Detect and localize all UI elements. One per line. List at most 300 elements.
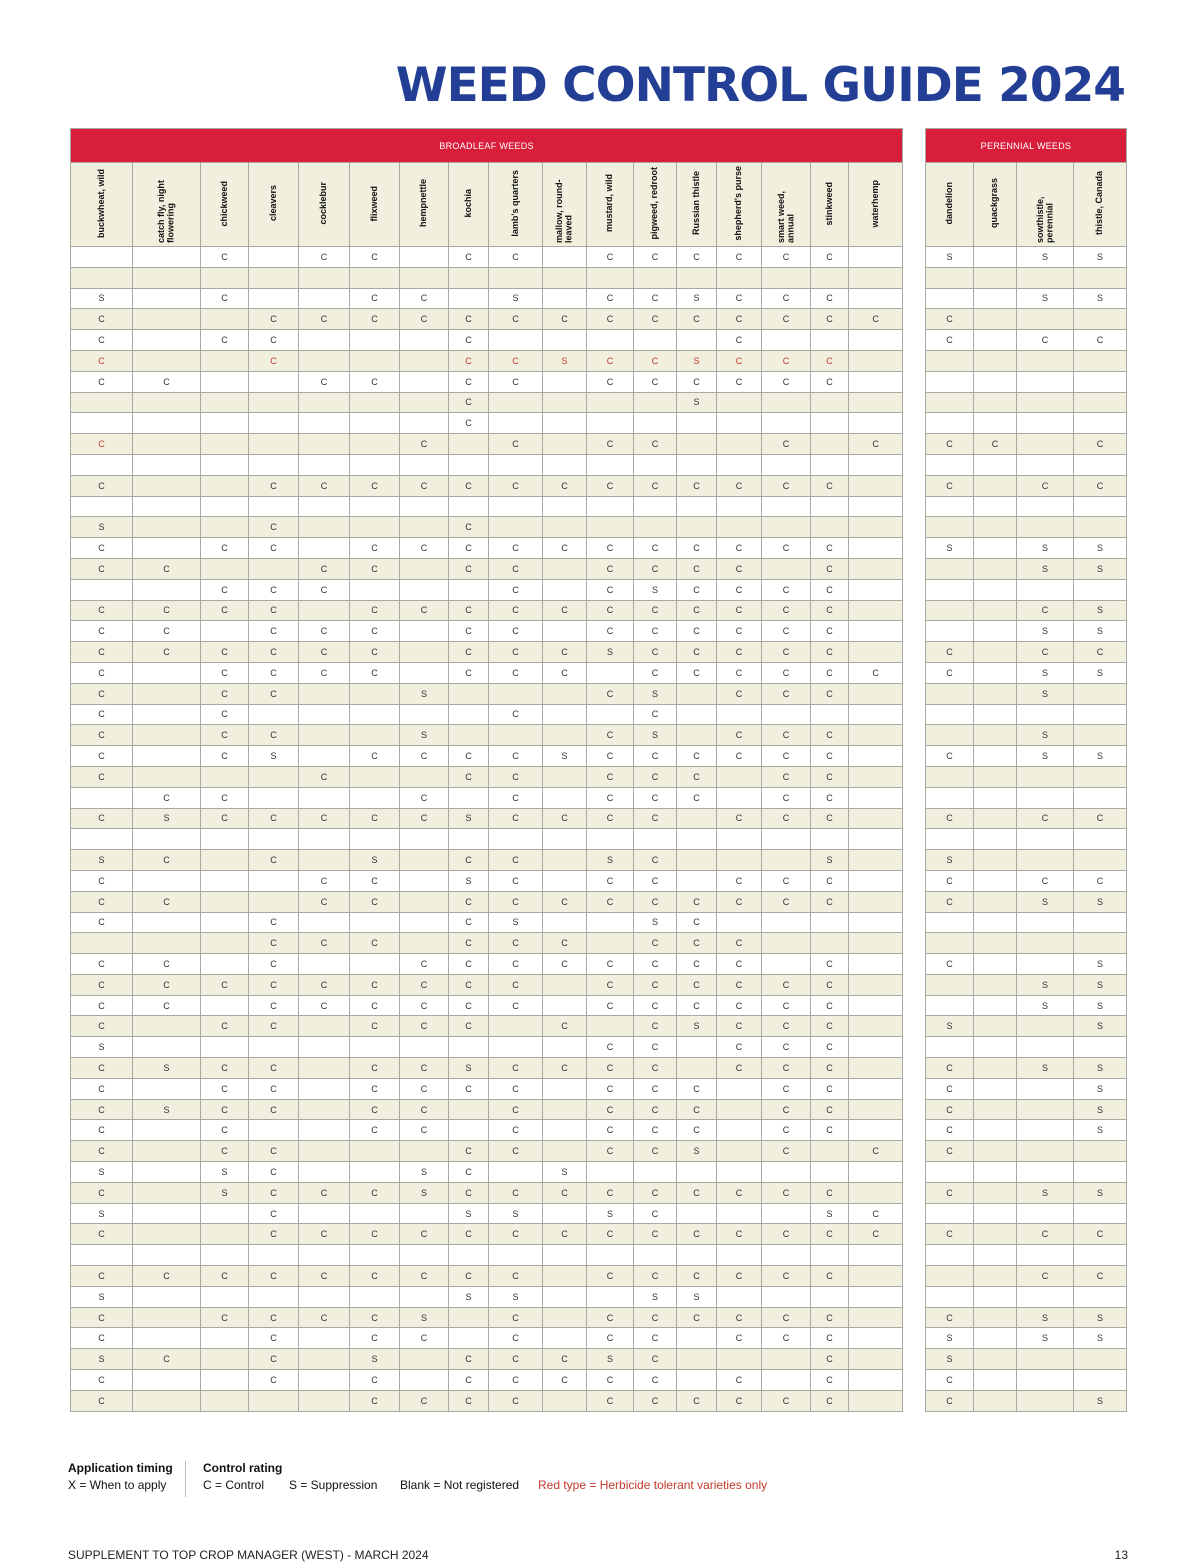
rating-cell: C	[811, 1224, 849, 1245]
rating-cell	[543, 1203, 587, 1224]
rating-cell: C	[449, 1370, 489, 1391]
rating-cell: C	[762, 870, 811, 891]
perennial-weeds-table	[925, 128, 1127, 1412]
table-row	[71, 912, 903, 933]
rating-cell: S	[1074, 1016, 1127, 1037]
rating-cell	[449, 288, 489, 309]
rating-cell: C	[350, 933, 400, 954]
broadleaf-column-headers	[71, 163, 903, 247]
table-row	[71, 350, 903, 371]
rating-cell: C	[811, 579, 849, 600]
rating-cell	[811, 704, 849, 725]
rating-cell	[201, 933, 249, 954]
table-row	[926, 787, 1127, 808]
rating-cell	[926, 288, 974, 309]
rating-cell: C	[677, 475, 717, 496]
rating-cell: S	[449, 808, 489, 829]
rating-cell: C	[717, 621, 762, 642]
rating-cell: C	[762, 247, 811, 268]
rating-cell: C	[489, 434, 543, 455]
rating-cell: S	[1017, 995, 1074, 1016]
rating-cell	[1017, 829, 1074, 850]
rating-cell	[449, 267, 489, 288]
rating-cell	[811, 1162, 849, 1183]
rating-cell: S	[1074, 1307, 1127, 1328]
table-row	[926, 1203, 1127, 1224]
rating-cell	[133, 1245, 201, 1266]
rating-cell	[849, 1120, 903, 1141]
rating-cell: C	[634, 1099, 677, 1120]
rating-cell: C	[201, 704, 249, 725]
rating-cell: C	[299, 933, 350, 954]
rating-cell: S	[634, 683, 677, 704]
column-header-mustard-wild	[587, 163, 634, 247]
rating-cell	[634, 1245, 677, 1266]
rating-cell: C	[717, 933, 762, 954]
rating-cell	[299, 434, 350, 455]
rating-cell: C	[811, 870, 849, 891]
table-row	[71, 247, 903, 268]
rating-cell: C	[201, 538, 249, 559]
rating-cell: C	[449, 247, 489, 268]
rating-cell	[811, 496, 849, 517]
rating-cell	[543, 558, 587, 579]
table-row	[926, 454, 1127, 475]
rating-cell	[762, 912, 811, 933]
rating-cell: C	[201, 1058, 249, 1079]
rating-cell	[717, 1286, 762, 1307]
rating-cell	[299, 1099, 350, 1120]
rating-cell: C	[926, 1182, 974, 1203]
rating-cell	[587, 829, 634, 850]
rating-cell	[926, 766, 974, 787]
rating-cell	[677, 1203, 717, 1224]
rating-cell	[1074, 309, 1127, 330]
rating-cell	[587, 1016, 634, 1037]
rating-cell: C	[350, 558, 400, 579]
rating-cell	[489, 829, 543, 850]
rating-cell	[849, 600, 903, 621]
rating-cell	[811, 933, 849, 954]
rating-cell	[400, 850, 449, 871]
rating-cell: S	[634, 579, 677, 600]
rating-cell	[350, 579, 400, 600]
rating-cell: C	[634, 995, 677, 1016]
rating-cell: C	[677, 309, 717, 330]
rating-cell: C	[587, 1058, 634, 1079]
table-row	[71, 1099, 903, 1120]
rating-cell	[449, 434, 489, 455]
rating-cell: C	[71, 746, 133, 767]
rating-cell: C	[677, 766, 717, 787]
rating-cell: C	[249, 1349, 299, 1370]
rating-cell	[249, 787, 299, 808]
table-row	[71, 1058, 903, 1079]
rating-cell: C	[543, 891, 587, 912]
rating-cell: C	[350, 1058, 400, 1079]
rating-cell	[1074, 1286, 1127, 1307]
table-row	[926, 1141, 1127, 1162]
rating-cell	[400, 621, 449, 642]
rating-cell: C	[350, 1328, 400, 1349]
rating-cell: C	[400, 309, 449, 330]
rating-cell	[926, 787, 974, 808]
rating-cell	[449, 454, 489, 475]
rating-cell	[849, 870, 903, 891]
rating-cell	[449, 1037, 489, 1058]
rating-cell: C	[71, 1370, 133, 1391]
rating-cell: C	[1017, 330, 1074, 351]
rating-cell	[133, 1078, 201, 1099]
table-row	[926, 267, 1127, 288]
table-row	[71, 1182, 903, 1203]
table-row	[926, 1120, 1127, 1141]
rating-cell	[71, 787, 133, 808]
rating-cell: C	[71, 891, 133, 912]
rating-cell	[926, 371, 974, 392]
rating-cell	[1017, 766, 1074, 787]
rating-cell: C	[71, 371, 133, 392]
rating-cell	[1074, 454, 1127, 475]
rating-cell: C	[677, 1099, 717, 1120]
rating-cell	[543, 1390, 587, 1411]
rating-cell	[762, 517, 811, 538]
rating-cell	[299, 1245, 350, 1266]
rating-cell: S	[634, 912, 677, 933]
rating-cell	[974, 850, 1017, 871]
table-row	[926, 1224, 1127, 1245]
rating-cell	[1017, 1370, 1074, 1391]
rating-cell: S	[926, 850, 974, 871]
rating-cell: C	[201, 808, 249, 829]
rating-cell	[926, 1245, 974, 1266]
rating-cell	[350, 1245, 400, 1266]
rating-cell	[449, 1099, 489, 1120]
rating-cell: C	[249, 1328, 299, 1349]
rating-cell	[489, 1016, 543, 1037]
rating-cell	[587, 517, 634, 538]
rating-cell	[677, 683, 717, 704]
rating-cell: C	[926, 1120, 974, 1141]
rating-cell: C	[634, 870, 677, 891]
rating-cell: C	[449, 1162, 489, 1183]
rating-cell: C	[634, 933, 677, 954]
table-row	[71, 954, 903, 975]
rating-cell: C	[677, 787, 717, 808]
rating-cell: S	[1017, 662, 1074, 683]
perennial-weeds-header: PERENNIAL WEEDS	[926, 129, 1127, 163]
rating-cell: C	[677, 995, 717, 1016]
rating-cell: C	[717, 309, 762, 330]
rating-cell: C	[811, 1328, 849, 1349]
rating-cell	[717, 1203, 762, 1224]
rating-cell: C	[489, 1370, 543, 1391]
rating-cell	[1017, 1349, 1074, 1370]
rating-cell	[400, 517, 449, 538]
rating-cell: S	[587, 642, 634, 663]
rating-cell: S	[1074, 1390, 1127, 1411]
rating-cell	[587, 330, 634, 351]
rating-cell	[849, 1307, 903, 1328]
rating-cell	[762, 850, 811, 871]
rating-cell: C	[717, 642, 762, 663]
rating-cell	[400, 662, 449, 683]
rating-cell	[974, 642, 1017, 663]
rating-cell: C	[634, 1307, 677, 1328]
table-row	[926, 538, 1127, 559]
rating-cell: C	[926, 1224, 974, 1245]
rating-cell	[974, 1182, 1017, 1203]
rating-cell	[974, 766, 1017, 787]
rating-cell	[1017, 912, 1074, 933]
rating-cell	[717, 517, 762, 538]
rating-cell: C	[489, 642, 543, 663]
rating-cell: S	[926, 1328, 974, 1349]
rating-cell: C	[849, 434, 903, 455]
rating-cell: C	[249, 1141, 299, 1162]
rating-cell	[201, 1224, 249, 1245]
rating-cell: C	[811, 1058, 849, 1079]
rating-cell	[133, 434, 201, 455]
rating-cell: C	[543, 475, 587, 496]
column-header-mallow-round-leaved	[543, 163, 587, 247]
rating-cell: C	[717, 1224, 762, 1245]
rating-cell	[133, 517, 201, 538]
rating-cell	[133, 288, 201, 309]
rating-cell	[634, 517, 677, 538]
rating-cell: C	[201, 600, 249, 621]
rating-cell	[677, 870, 717, 891]
rating-cell	[1017, 434, 1074, 455]
rating-cell	[677, 267, 717, 288]
rating-cell	[974, 475, 1017, 496]
rating-cell	[849, 579, 903, 600]
rating-cell: C	[849, 662, 903, 683]
rating-cell: C	[201, 642, 249, 663]
table-row	[926, 683, 1127, 704]
rating-cell: C	[489, 1224, 543, 1245]
rating-cell: C	[543, 1058, 587, 1079]
rating-cell: C	[249, 579, 299, 600]
rating-cell: C	[249, 1203, 299, 1224]
rating-cell: C	[677, 642, 717, 663]
rating-cell: C	[762, 475, 811, 496]
rating-cell: S	[489, 1203, 543, 1224]
table-row	[71, 995, 903, 1016]
rating-cell: C	[133, 371, 201, 392]
rating-cell: C	[543, 1349, 587, 1370]
rating-cell: C	[299, 1266, 350, 1287]
table-row	[926, 434, 1127, 455]
rating-cell: C	[587, 683, 634, 704]
rating-cell: C	[811, 288, 849, 309]
rating-cell: S	[449, 1286, 489, 1307]
rating-cell: C	[717, 371, 762, 392]
rating-cell: C	[71, 1099, 133, 1120]
rating-cell	[849, 371, 903, 392]
rating-cell	[543, 1141, 587, 1162]
rating-cell	[762, 267, 811, 288]
rating-cell: S	[1074, 558, 1127, 579]
rating-cell	[1017, 1099, 1074, 1120]
rating-cell	[400, 766, 449, 787]
rating-cell	[677, 725, 717, 746]
rating-cell	[717, 829, 762, 850]
rating-cell: C	[350, 1370, 400, 1391]
table-row	[71, 1016, 903, 1037]
rating-cell: C	[299, 642, 350, 663]
rating-cell	[400, 267, 449, 288]
rating-cell: C	[717, 1307, 762, 1328]
rating-cell	[717, 787, 762, 808]
table-row	[71, 621, 903, 642]
rating-cell: S	[587, 1349, 634, 1370]
table-row	[926, 309, 1127, 330]
rating-cell: C	[71, 683, 133, 704]
rating-cell	[133, 330, 201, 351]
rating-cell: C	[71, 725, 133, 746]
rating-cell	[587, 912, 634, 933]
rating-cell	[811, 912, 849, 933]
rating-cell	[201, 1245, 249, 1266]
table-row	[71, 454, 903, 475]
rating-cell	[849, 974, 903, 995]
column-header-label: mustard, wild	[604, 174, 615, 233]
table-row	[926, 413, 1127, 434]
column-header-cleavers	[249, 163, 299, 247]
rating-cell	[849, 1099, 903, 1120]
rating-cell	[133, 1037, 201, 1058]
rating-cell	[133, 704, 201, 725]
rating-cell	[717, 1245, 762, 1266]
rating-cell: C	[587, 1328, 634, 1349]
rating-cell: C	[811, 558, 849, 579]
rating-cell: C	[587, 766, 634, 787]
rating-cell	[299, 912, 350, 933]
rating-cell: C	[350, 475, 400, 496]
rating-cell	[762, 933, 811, 954]
rating-cell	[201, 350, 249, 371]
rating-cell	[849, 1328, 903, 1349]
rating-cell	[133, 766, 201, 787]
rating-cell	[717, 1120, 762, 1141]
rating-cell	[350, 330, 400, 351]
rating-cell: C	[811, 600, 849, 621]
rating-cell	[926, 1286, 974, 1307]
table-row	[926, 704, 1127, 725]
rating-cell	[849, 1370, 903, 1391]
rating-cell	[71, 829, 133, 850]
rating-cell: S	[926, 1349, 974, 1370]
rating-cell	[249, 288, 299, 309]
rating-cell	[1074, 766, 1127, 787]
rating-cell: C	[1074, 475, 1127, 496]
rating-cell: C	[489, 870, 543, 891]
rating-cell: C	[350, 600, 400, 621]
rating-cell	[974, 350, 1017, 371]
rating-cell: C	[634, 891, 677, 912]
table-row	[71, 475, 903, 496]
table-row	[71, 1078, 903, 1099]
rating-cell	[249, 413, 299, 434]
rating-cell: C	[133, 974, 201, 995]
table-row	[926, 1078, 1127, 1099]
rating-cell	[133, 1224, 201, 1245]
rating-cell	[350, 413, 400, 434]
rating-cell	[400, 413, 449, 434]
rating-cell	[489, 1245, 543, 1266]
rating-cell: C	[400, 1224, 449, 1245]
rating-cell: C	[71, 808, 133, 829]
rating-cell	[1074, 350, 1127, 371]
rating-cell: C	[489, 247, 543, 268]
rating-cell	[489, 683, 543, 704]
rating-cell: C	[587, 309, 634, 330]
rating-cell: S	[1074, 746, 1127, 767]
table-row	[71, 829, 903, 850]
rating-cell	[849, 1016, 903, 1037]
rating-cell	[1074, 267, 1127, 288]
rating-cell: C	[634, 434, 677, 455]
rating-cell: C	[249, 1266, 299, 1287]
rating-cell: C	[587, 1099, 634, 1120]
column-header-label: smart weed, annual	[775, 190, 795, 243]
rating-cell: C	[350, 1390, 400, 1411]
rating-cell: S	[1074, 247, 1127, 268]
column-header-thistle-canada	[1074, 163, 1127, 247]
rating-cell	[350, 704, 400, 725]
rating-cell: C	[677, 1224, 717, 1245]
rating-cell	[849, 621, 903, 642]
rating-cell: C	[1074, 330, 1127, 351]
rating-cell: C	[249, 517, 299, 538]
rating-cell: C	[71, 1224, 133, 1245]
rating-cell	[1074, 725, 1127, 746]
rating-cell	[449, 704, 489, 725]
rating-cell	[974, 309, 1017, 330]
rating-cell	[926, 267, 974, 288]
rating-cell	[811, 1286, 849, 1307]
rating-cell	[133, 725, 201, 746]
legend-blank: Blank = Not registered	[400, 1478, 520, 1492]
table-row	[71, 558, 903, 579]
rating-cell	[974, 579, 1017, 600]
table-row	[71, 850, 903, 871]
rating-cell	[587, 496, 634, 517]
rating-cell: C	[849, 1203, 903, 1224]
rating-cell: C	[587, 558, 634, 579]
column-header-stinkweed	[811, 163, 849, 247]
rating-cell	[249, 766, 299, 787]
table-row	[926, 870, 1127, 891]
rating-cell	[762, 954, 811, 975]
rating-cell: C	[811, 475, 849, 496]
rating-cell	[350, 434, 400, 455]
rating-cell: C	[717, 1390, 762, 1411]
rating-cell: C	[449, 1141, 489, 1162]
rating-cell	[449, 1307, 489, 1328]
table-row	[71, 891, 903, 912]
rating-cell: C	[811, 1016, 849, 1037]
rating-cell: C	[350, 891, 400, 912]
rating-cell	[974, 558, 1017, 579]
rating-cell: C	[489, 1182, 543, 1203]
rating-cell: C	[634, 1328, 677, 1349]
rating-cell	[350, 517, 400, 538]
rating-cell	[299, 1286, 350, 1307]
rating-cell	[849, 683, 903, 704]
rating-cell	[350, 1141, 400, 1162]
